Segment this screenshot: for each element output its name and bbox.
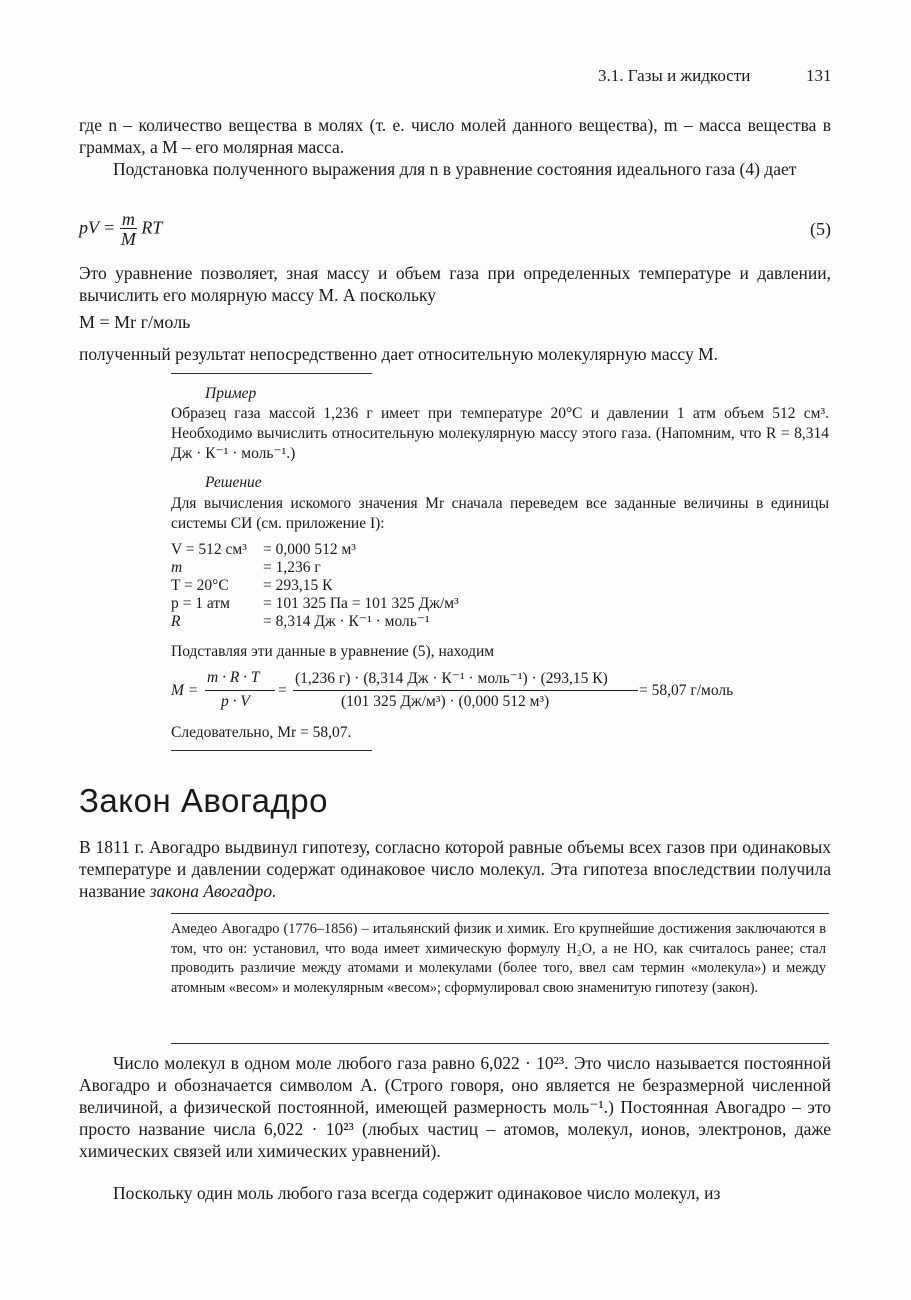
eq5-lhs: pV = bbox=[79, 217, 116, 238]
table-row bbox=[171, 595, 465, 613]
biography-box: Амедео Авогадро (1776–1856) – итальянский физик и химик. Его крупнейшие достижения заключаются в том, что он: установил, что вода имеет химическую формулу H₂O, а не HO, как считалось ранее; стал проводить различие между атомами и молекулами (более того, ввел сам термин «молекула») и между атомным «весом» и молекулярным «весом»; сформулировал свою знаменитую гипотезу (закон). bbox=[171, 921, 826, 996]
paragraph-substitution: Подстановка полученного выражения для n в уравнение состояния идеального газа (4) дает bbox=[113, 159, 797, 179]
molar-mass-equation: M = Mr г/моль bbox=[79, 312, 191, 332]
calc-bar-1 bbox=[205, 690, 275, 691]
example-bottom-rule bbox=[171, 750, 372, 751]
bio-top-rule bbox=[171, 913, 829, 914]
page-number: 131 bbox=[806, 66, 832, 85]
value-si: = 101 325 Па = 101 325 Дж/м³ bbox=[263, 595, 459, 612]
paragraph-hypothesis bbox=[79, 836, 831, 902]
example-box bbox=[171, 404, 829, 464]
equation-number: (5) bbox=[810, 219, 831, 239]
paragraph-avogadro-constant: Число молекул в одном моле любого газа равно 6,022 · 10²³. Это число называется постоянной Авогадро и обозначается символом A. (Строго говоря, оно является не безразмерной численной величиной, а физической постоянной, имеющей размерность моль⁻¹.) Постоянная Авогадро – это просто название числа 6,022 · 10²³ (любых частиц – атомов, молекул, ионов, электронов, даже химических связей или химических уравнений). bbox=[79, 1053, 831, 1161]
example-label: Пример bbox=[205, 385, 257, 402]
header-section: 3.1. Газы и жидкости bbox=[598, 66, 751, 85]
calc-bar-2 bbox=[293, 690, 638, 691]
value-si: = 0,000 512 м³ bbox=[263, 541, 356, 558]
value-si: = 1,236 г bbox=[263, 559, 321, 576]
value-si: = 293,15 К bbox=[263, 577, 333, 594]
conclusion-box bbox=[171, 723, 829, 743]
value-name: m bbox=[171, 559, 183, 576]
paragraph-usage: Это уравнение позволяет, зная массу и объем газа при определенных температуре и давлении, вычислить его молярную массу M. А поскольку bbox=[79, 263, 831, 305]
eq5-numerator: m bbox=[121, 209, 135, 229]
value-si: = 8,314 Дж · К⁻¹ · моль⁻¹ bbox=[263, 613, 430, 630]
avogadro-law-term: закона Авогадро. bbox=[149, 881, 277, 901]
eq5-denominator: M bbox=[120, 229, 136, 249]
section-title: Закон Авогадро bbox=[79, 782, 328, 819]
solution-box bbox=[171, 494, 829, 534]
table-row bbox=[171, 613, 465, 631]
hypothesis-text: В 1811 г. Авогадро выдвинул гипотезу, согласно которой равные объемы всех газов при одинаковых температуре и давлении содержат одинаковое число молекул. Эта гипотеза впоследствии получила название bbox=[79, 837, 831, 901]
bio-bottom-rule bbox=[171, 1043, 829, 1044]
calc-symbolic-denominator: p · V bbox=[221, 693, 250, 710]
calc-equals: = bbox=[278, 682, 287, 699]
eq5-fraction bbox=[120, 210, 137, 249]
solution-label: Решение bbox=[205, 474, 262, 491]
calculation bbox=[171, 665, 791, 725]
calc-numeric-numerator: (1,236 г) · (8,314 Дж · К⁻¹ · моль⁻¹) · (293,15 К) bbox=[295, 670, 608, 687]
conclusion-text: Следовательно, Mr = 58,07. bbox=[171, 724, 352, 741]
value-name: V = 512 см³ bbox=[171, 541, 247, 558]
example-top-rule bbox=[171, 373, 372, 374]
value-name: p = 1 атм bbox=[171, 595, 230, 612]
values-table bbox=[171, 541, 465, 631]
substitute-box bbox=[171, 642, 829, 662]
table-row bbox=[171, 577, 465, 595]
equation-5 bbox=[79, 210, 162, 249]
paragraph-result: полученный результат непосредственно дает относительную молекулярную массу M. bbox=[79, 344, 719, 364]
eq5-rhs: RT bbox=[141, 217, 163, 238]
substitute-text: Подставляя эти данные в уравнение (5), находим bbox=[171, 643, 495, 660]
paragraph-definition: где n – количество вещества в молях (т. е. число молей данного вещества), m – масса вещества в граммах, а M – его молярная масса. bbox=[79, 115, 831, 157]
solution-text: Для вычисления искомого значения Mr сначала переведем все заданные величины в единицы системы СИ (см. приложение I): bbox=[171, 495, 829, 532]
running-header bbox=[598, 66, 832, 86]
table-row bbox=[171, 559, 465, 577]
calc-lhs: M = bbox=[171, 682, 199, 699]
table-row bbox=[171, 541, 465, 559]
paragraph-continuation: Поскольку один моль любого газа всегда содержит одинаковое число молекул, из bbox=[113, 1183, 721, 1203]
example-text: Образец газа массой 1,236 г имеет при температуре 20°C и давлении 1 атм объем 512 см³. Необходимо вычислить относительную молекулярную массу этого газа. (Напомним, что R = 8,314 Дж · К⁻¹ · моль⁻¹.) bbox=[171, 405, 829, 462]
calc-symbolic-numerator: m · R · T bbox=[207, 669, 260, 686]
value-name: T = 20°C bbox=[171, 577, 229, 594]
value-name: R bbox=[171, 613, 181, 630]
calc-result: = 58,07 г/моль bbox=[639, 682, 734, 699]
calc-numeric-denominator: (101 325 Дж/м³) · (0,000 512 м³) bbox=[341, 693, 550, 710]
